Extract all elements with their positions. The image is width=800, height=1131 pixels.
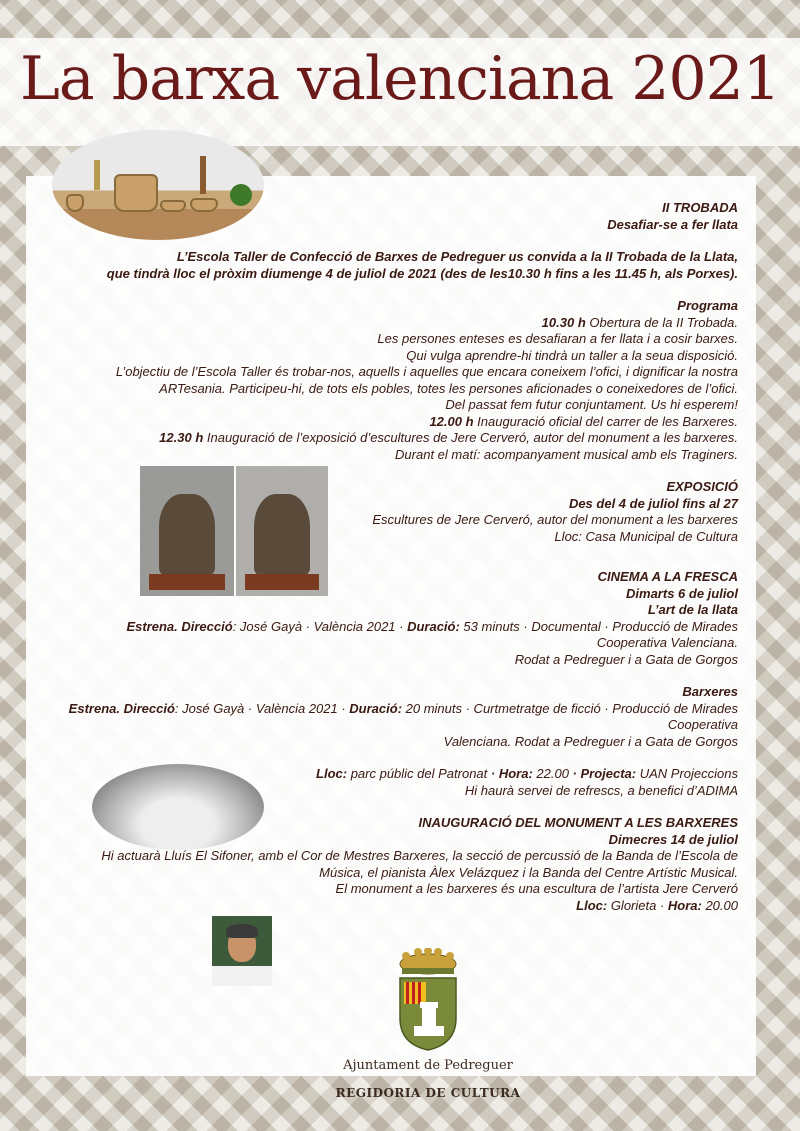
- footer-ajuntament: Ajuntament de Pedreguer: [343, 1058, 513, 1073]
- film1-line: Cooperativa Valenciana.: [596, 635, 738, 650]
- programa-label: Programa: [677, 298, 738, 313]
- trobada-intro-1: L’Escola Taller de Confecció de Barxes de Pedreguer us convida a la II Trobada de la Llata,: [176, 249, 738, 264]
- film2-line: Cooperativa: [667, 717, 738, 732]
- portrait-photo: [212, 916, 272, 986]
- film2-title: Barxeres: [682, 684, 738, 699]
- main-text: [48, 200, 738, 914]
- film2-line: Valenciana. Rodat a Pedreguer i a Gata de Gorgos: [443, 733, 738, 749]
- programa-line: Qui vulga aprendre-hi tindrà un taller a la seua disposició.: [406, 347, 738, 363]
- pedreguer-crest-icon: [392, 948, 464, 1052]
- monument-line: Hi actuarà Lluís El Sifoner, amb el Cor de Mestres Barxeres, la secció de percussió de la Banda de l’Escola de: [101, 848, 738, 863]
- cinema-location: Lloc: parc públic del Patronat · Hora: 22.00 · Projecta: UAN Projeccions: [316, 766, 738, 781]
- programa-line: Les persones enteses es desafiaran a fer llata i a cosir barxes.: [377, 331, 738, 346]
- portrait-hair: [226, 924, 258, 938]
- monument-line: El monument a les barxeres és una escultura de l’artista Jere Cerveró: [335, 881, 738, 896]
- exposicio-place: Lloc: Casa Municipal de Cultura: [554, 528, 738, 544]
- trobada-subheading: Desafiar-se a fer llata: [607, 216, 738, 232]
- programa-line: ARTesania. Participeu-hi, de tots els pobles, totes les persones aficionades o coneixedores de l’ofici.: [159, 380, 738, 396]
- dried-grass: [94, 160, 100, 190]
- film1-details: Estrena. Direcció: José Gayà · València 2021 · Duració: 53 minuts · Documental · Producció de Mirades: [126, 618, 738, 634]
- film1-line: Rodat a Pedreguer i a Gata de Gorgos: [514, 651, 738, 667]
- monument-line: Música, el pianista Àlex Velázquez i la Banda del Centre Artístic Musical.: [319, 864, 738, 880]
- trobada-intro-2: que tindrà lloc el pròxim diumenge 4 de juliol de 2021 (des de les10.30 h fins a les 11.45 h, als Porxes).: [106, 265, 738, 281]
- exposicio-dates: Des del 4 de juliol fins al 27: [568, 495, 738, 511]
- monument-date: Dimecres 14 de juliol: [608, 831, 738, 847]
- programa-line: Durant el matí: acompanyament musical amb els Traginers.: [395, 446, 738, 462]
- page-title: La barxa valenciana 2021: [20, 44, 780, 114]
- programa-item-3: 12.30 h Inauguració de l’exposició d’escultures de Jere Cerveró, autor del monument a les barxeres.: [159, 430, 738, 445]
- programa-line: L’objectiu de l’Escola Taller és trobar-nos, aquells i aquelles que encara coneixem l’ofici, i dignificar la nostra: [115, 364, 738, 379]
- footer-regidoria: REGIDORIA DE CULTURA: [335, 1086, 521, 1100]
- cinema-date: Dimarts 6 de juliol: [626, 585, 738, 601]
- exposicio-desc: Escultures de Jere Cerveró, autor del monument a les barxeres: [372, 512, 738, 527]
- exposicio-heading: EXPOSICIÓ: [666, 479, 738, 494]
- film2-details: Estrena. Direcció: José Gayà · València 2021 · Duració: 20 minuts · Curtmetratge de ficció · Producció de Mirades: [68, 700, 738, 716]
- programa-item-1: 10.30 h Obertura de la II Trobada.: [541, 314, 738, 330]
- film1-title: L’art de la llata: [647, 602, 738, 617]
- programa-item-2: 12.00 h Inauguració oficial del carrer de les Barxeres.: [429, 413, 738, 429]
- trobada-heading: II TROBADA: [662, 200, 738, 215]
- wheat-plant: [200, 156, 206, 194]
- cinema-refrescs: Hi haurà servei de refrescs, a benefici d’ADIMA: [464, 782, 738, 798]
- portrait-shirt: [212, 966, 272, 986]
- monument-heading: INAUGURACIÓ DEL MONUMENT A LES BARXERES: [418, 815, 738, 830]
- programa-line: Del passat fem futur conjuntament. Us hi esperem!: [445, 397, 738, 412]
- cinema-heading: CINEMA A LA FRESCA: [597, 569, 738, 584]
- monument-location: Lloc: Glorieta · Hora: 20.00: [576, 897, 738, 913]
